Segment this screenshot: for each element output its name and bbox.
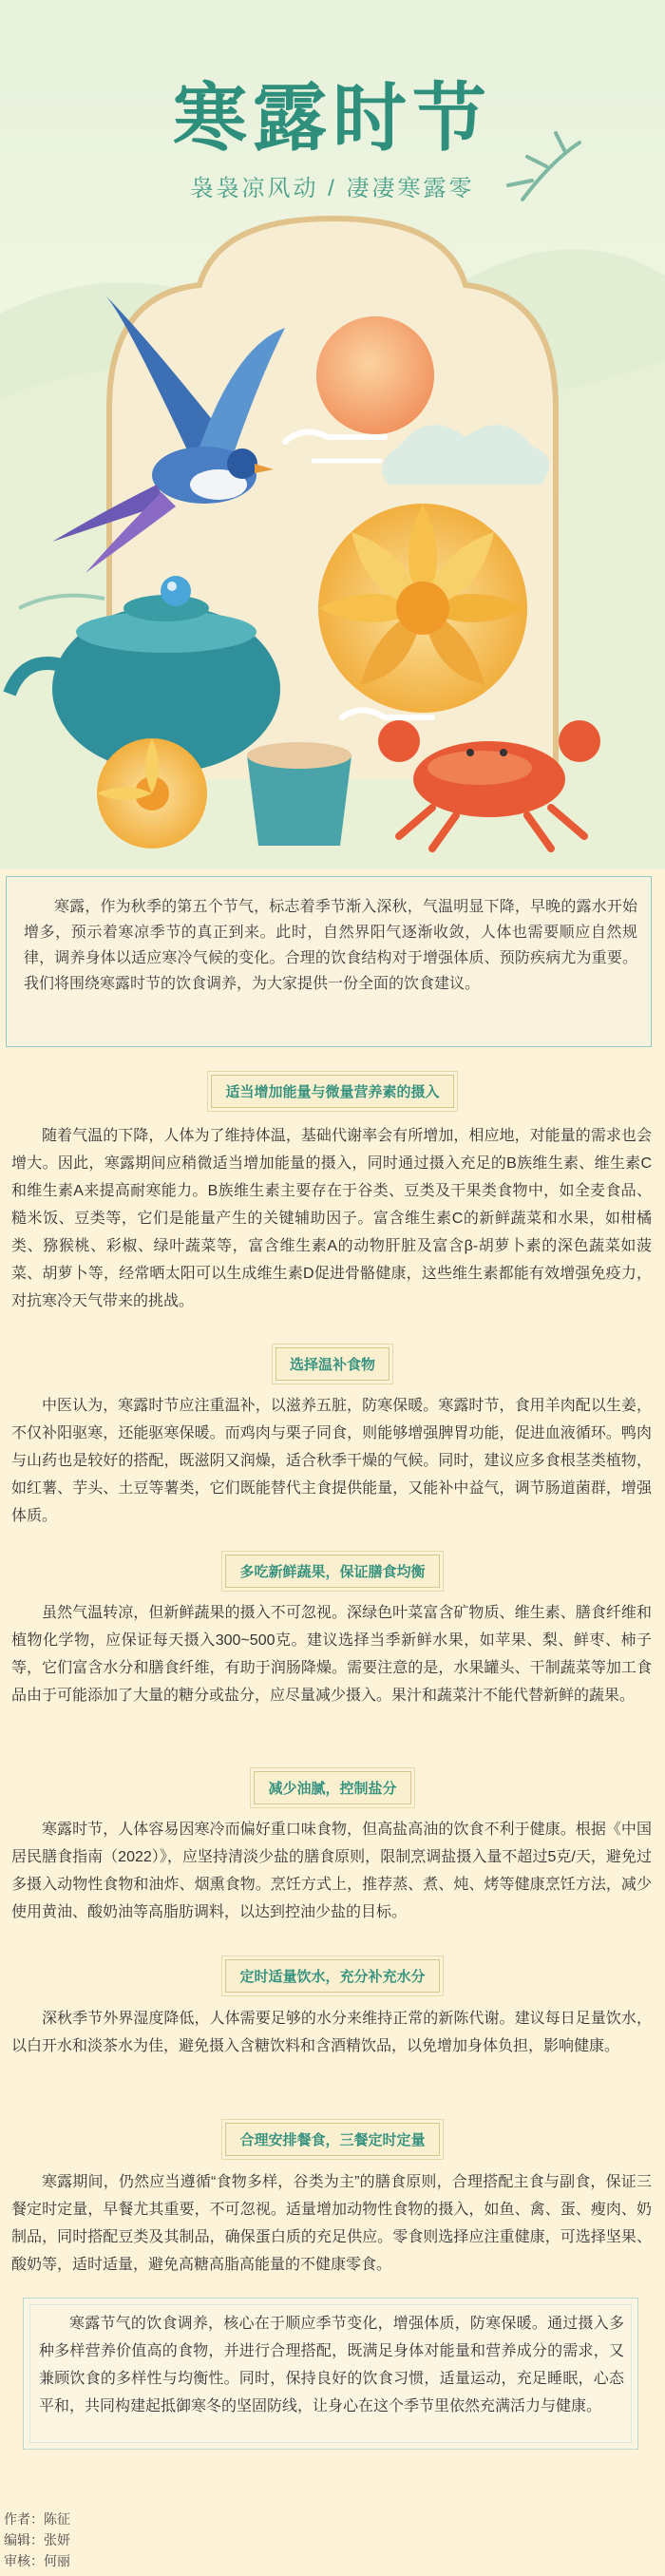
page-subtitle: 袅袅凉风动 / 凄凄寒露零: [190, 176, 475, 201]
hero-illustration: [0, 0, 665, 869]
section-text-water: 深秋季节外界湿度降低，人体需要足够的水分来维持正常的新陈代谢。建议每日足量饮水，以白开水和淡茶水为佳，避免摄入含糖饮料和含酒精饮品，以免增加身体负担，影响健康。: [11, 2011, 652, 2054]
section-text-vegetables: 虽然气温转凉，但新鲜蔬果的摄入不可忽视。深绿色叶菜富含矿物质、维生素、膳食纤维和植物化学物，应保证每天摄入300~500克。建议选择当季新鲜水果，如苹果、梨、鲜枣、柿子等，它们富含水分和膳食纤维，有助于润肠降燥。需要注意的是，水果罐头、干制蔬菜等加工食品由于可能添加了大量的糖分或盐分，应尽量减少摄入。果汁和蔬菜汁不能代替新鲜的蔬果。: [11, 1605, 652, 1704]
section-heading-label: 定时适量饮水，充分补充水分: [225, 1959, 439, 1993]
intro-text: 寒露，作为秋季的第五个节气，标志着季节渐入深秋，气温明显下降，早晚的露水开始增多，预示着寒凉季节的真正到来。此时，自然界阳气逐渐收敛，人体也需要顺应自然规律，调养身体以适应寒冷气候的变化。合理的饮食结构对于增强体质、预防疾病尤为重要。我们将围绕寒露时节的饮食调养，为大家提供一份全面的饮食建议。: [24, 899, 637, 992]
section-heading-label: 减少油腻，控制盐分: [254, 1771, 410, 1804]
credit-editor: 编辑：张妍: [4, 2532, 70, 2547]
section-heading-water: [0, 1959, 665, 1993]
credit-reviewer: 审核：何丽: [4, 2553, 70, 2568]
section-heading-meals: [0, 2123, 665, 2156]
section-heading-energy: [0, 1075, 665, 1108]
section-text-energy: 随着气温的下降，人体为了维持体温，基础代谢率会有所增加，相应地，对能量的需求也会增大。因此，寒露期间应稍微适当增加能量的摄入，同时通过摄入充足的B族维生素、维生素C和维生素A来提高耐寒能力。B族维生素主要存在于谷类、豆类及干果类食物中，如全麦食品、糙米饭、豆类等，它们是能量产生的关键辅助因子。富含维生素C的新鲜蔬菜和水果，如柑橘类、猕猴桃、彩椒、绿叶蔬菜等，富含维生素A的动物肝脏及富含β-胡萝卜素的深色蔬菜如菠菜、胡萝卜等，经常晒太阳可以生成维生素D促进骨骼健康，这些维生素都能有效增强免疫力，对抗寒冷天气带来的挑战。: [11, 1128, 652, 1309]
section-heading-label: 选择温补食物: [276, 1347, 390, 1381]
section-heading-label: 合理安排餐食，三餐定时定量: [225, 2123, 439, 2156]
section-heading-less-oil-salt: [0, 1771, 665, 1804]
section-heading-label: 适当增加能量与微量营养素的摄入: [211, 1075, 453, 1108]
page-title: 寒露时节: [172, 77, 492, 160]
intro-box: [6, 876, 652, 1047]
section-heading-warm-tonic: [0, 1347, 665, 1381]
credits: [4, 2509, 70, 2571]
summary-text: 寒露节气的饮食调养，核心在于顺应季节变化，增强体质，防寒保暖。通过摄入多种多样营养价值高的食物，并进行合理搭配，既满足身体对能量和营养成分的需求，又兼顾饮食的多样性与均衡性。同时，保持良好的饮食习惯，适量运动，充足睡眠，心态平和，共同构建起抵御寒冬的坚固防线，让身心在这个季节里依然充满活力与健康。: [39, 2316, 624, 2414]
section-text-meals: 寒露期间，仍然应当遵循“食物多样，谷类为主”的膳食原则，合理搭配主食与副食，保证三餐定时定量，早餐尤其重要，不可忽视。适量增加动物性食物的摄入，如鱼、禽、蛋、瘦肉、奶制品，同时搭配豆类及其制品，确保蛋白质的充足供应。零食则选择应注重健康，可选择坚果、酸奶等，适时适量，避免高糖高脂高能量的不健康零食。: [11, 2174, 652, 2273]
section-text-warm-tonic: 中医认为，寒露时节应注重温补，以滋养五脏，防寒保暖。寒露时节，食用羊肉配以生姜，不仅补阳驱寒，还能驱寒保暖。而鸡肉与栗子同食，则能够增强脾胃功能，促进血液循环。鸭肉与山药也是较好的搭配，既滋阴又润燥，适合秋季干燥的气候。同时，建议应多食根茎类植物，如红薯、芋头、土豆等薯类，它们既能替代主食提供能量，又能补中益气，调节肠道菌群，增强体质。: [11, 1398, 652, 1524]
section-text-less-oil-salt: 寒露时节，人体容易因寒冷而偏好重口味食物，但高盐高油的饮食不利于健康。根据《中国居民膳食指南（2022）》，应坚持清淡少盐的膳食原则，限制烹调盐摄入量不超过5克/天，避免过多摄入动物性食物和油炸、烟熏食物。烹饪方式上，推荐蒸、煮、炖、烤等健康烹饪方法，减少使用黄油、酸奶油等高脂肪调料，以达到控油少盐的目标。: [11, 1822, 652, 1920]
summary-box: [23, 2298, 638, 2450]
section-heading-vegetables: [0, 1555, 665, 1588]
credit-author: 作者：陈征: [4, 2511, 70, 2527]
section-heading-label: 多吃新鲜蔬果，保证膳食均衡: [225, 1555, 439, 1588]
